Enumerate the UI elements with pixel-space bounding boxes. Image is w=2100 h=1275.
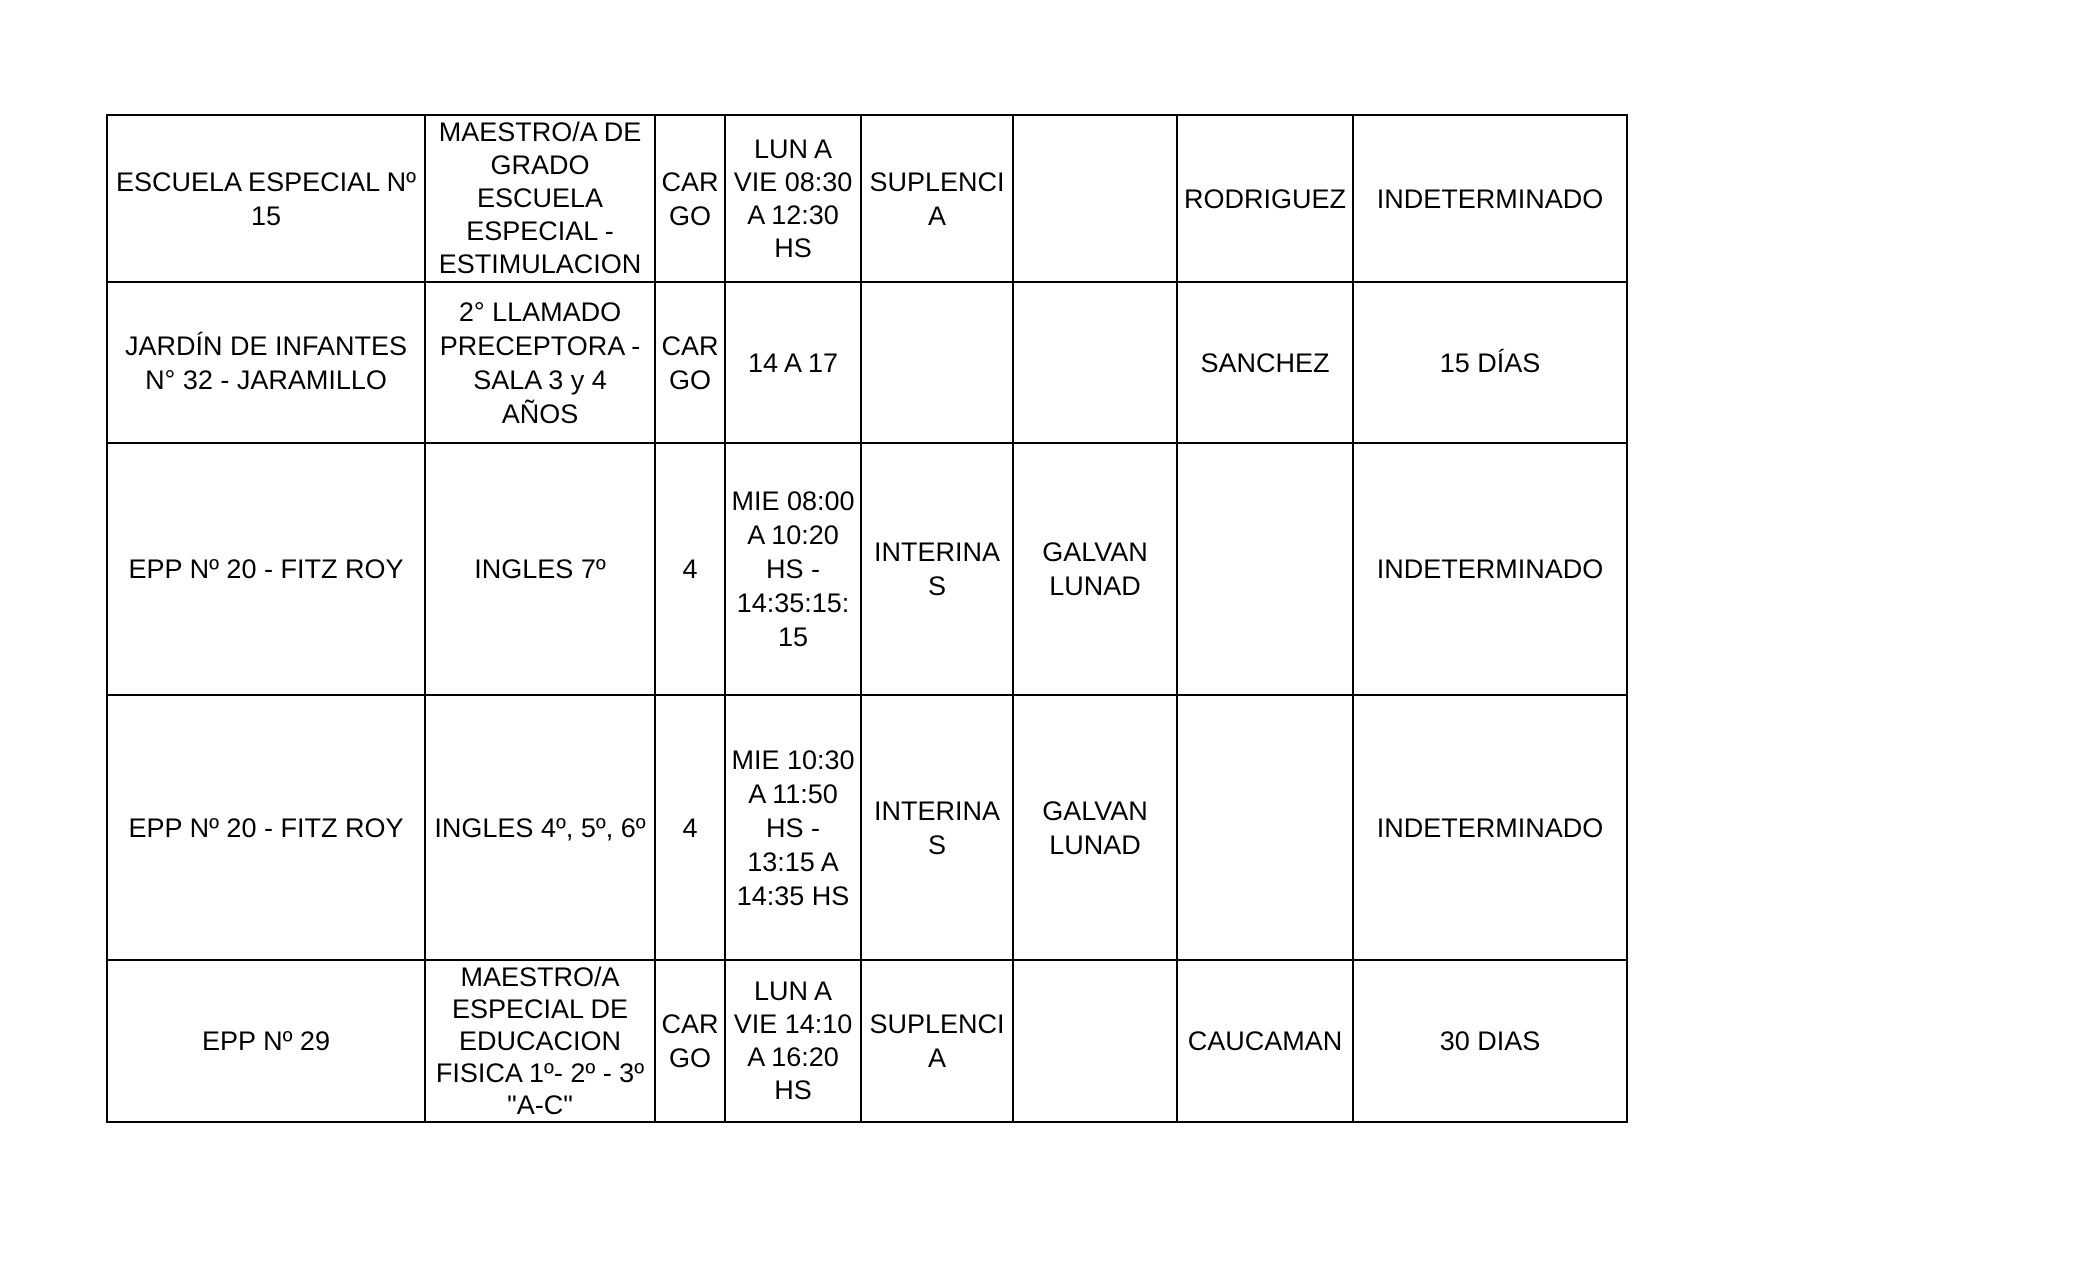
school-cell: EPP Nº 20 - FITZ ROY <box>107 443 425 695</box>
table-row <box>107 960 1627 1122</box>
schedule-cell: LUN A VIE 14:10 A 16:20 HS <box>725 960 861 1122</box>
schedule-cell: MIE 08:00 A 10:20 HS - 14:35:15: 15 <box>725 443 861 695</box>
teacher-cell <box>1013 282 1177 443</box>
duration-cell: INDETERMINADO <box>1353 443 1627 695</box>
status-cell: SUPLENCI A <box>861 115 1013 282</box>
status-cell: INTERINA S <box>861 695 1013 960</box>
duration-cell: 30 DIAS <box>1353 960 1627 1122</box>
position-cell: MAESTRO/A ESPECIAL DE EDUCACION FISICA 1º- 2º - 3º "A-C" <box>425 960 655 1122</box>
replaces-cell <box>1177 443 1353 695</box>
teacher-cell: GALVAN LUNAD <box>1013 695 1177 960</box>
type-cell: CAR GO <box>655 115 725 282</box>
table-row <box>107 695 1627 960</box>
duration-cell: INDETERMINADO <box>1353 115 1627 282</box>
status-cell: SUPLENCI A <box>861 960 1013 1122</box>
teacher-cell <box>1013 960 1177 1122</box>
school-cell: ESCUELA ESPECIAL Nº 15 <box>107 115 425 282</box>
position-cell: MAESTRO/A DE GRADO ESCUELA ESPECIAL - ESTIMULACION <box>425 115 655 282</box>
school-cell: EPP Nº 29 <box>107 960 425 1122</box>
position-cell: INGLES 4º, 5º, 6º <box>425 695 655 960</box>
school-cell: JARDÍN DE INFANTES N° 32 - JARAMILLO <box>107 282 425 443</box>
duration-cell: 15 DÍAS <box>1353 282 1627 443</box>
position-cell: 2° LLAMADO PRECEPTORA - SALA 3 y 4 AÑOS <box>425 282 655 443</box>
table-row <box>107 443 1627 695</box>
replaces-cell <box>1177 695 1353 960</box>
teacher-cell <box>1013 115 1177 282</box>
type-cell: 4 <box>655 443 725 695</box>
status-cell <box>861 282 1013 443</box>
type-cell: CAR GO <box>655 960 725 1122</box>
schedule-cell: 14 A 17 <box>725 282 861 443</box>
schedule-cell: MIE 10:30 A 11:50 HS - 13:15 A 14:35 HS <box>725 695 861 960</box>
schedule-cell: LUN A VIE 08:30 A 12:30 HS <box>725 115 861 282</box>
replaces-cell: SANCHEZ <box>1177 282 1353 443</box>
type-cell: 4 <box>655 695 725 960</box>
table-row <box>107 282 1627 443</box>
vacancies-table <box>106 114 1628 1123</box>
replaces-cell: CAUCAMAN <box>1177 960 1353 1122</box>
teacher-cell: GALVAN LUNAD <box>1013 443 1177 695</box>
status-cell: INTERINA S <box>861 443 1013 695</box>
table-row <box>107 115 1627 282</box>
replaces-cell: RODRIGUEZ <box>1177 115 1353 282</box>
duration-cell: INDETERMINADO <box>1353 695 1627 960</box>
position-cell: INGLES 7º <box>425 443 655 695</box>
type-cell: CAR GO <box>655 282 725 443</box>
school-cell: EPP Nº 20 - FITZ ROY <box>107 695 425 960</box>
